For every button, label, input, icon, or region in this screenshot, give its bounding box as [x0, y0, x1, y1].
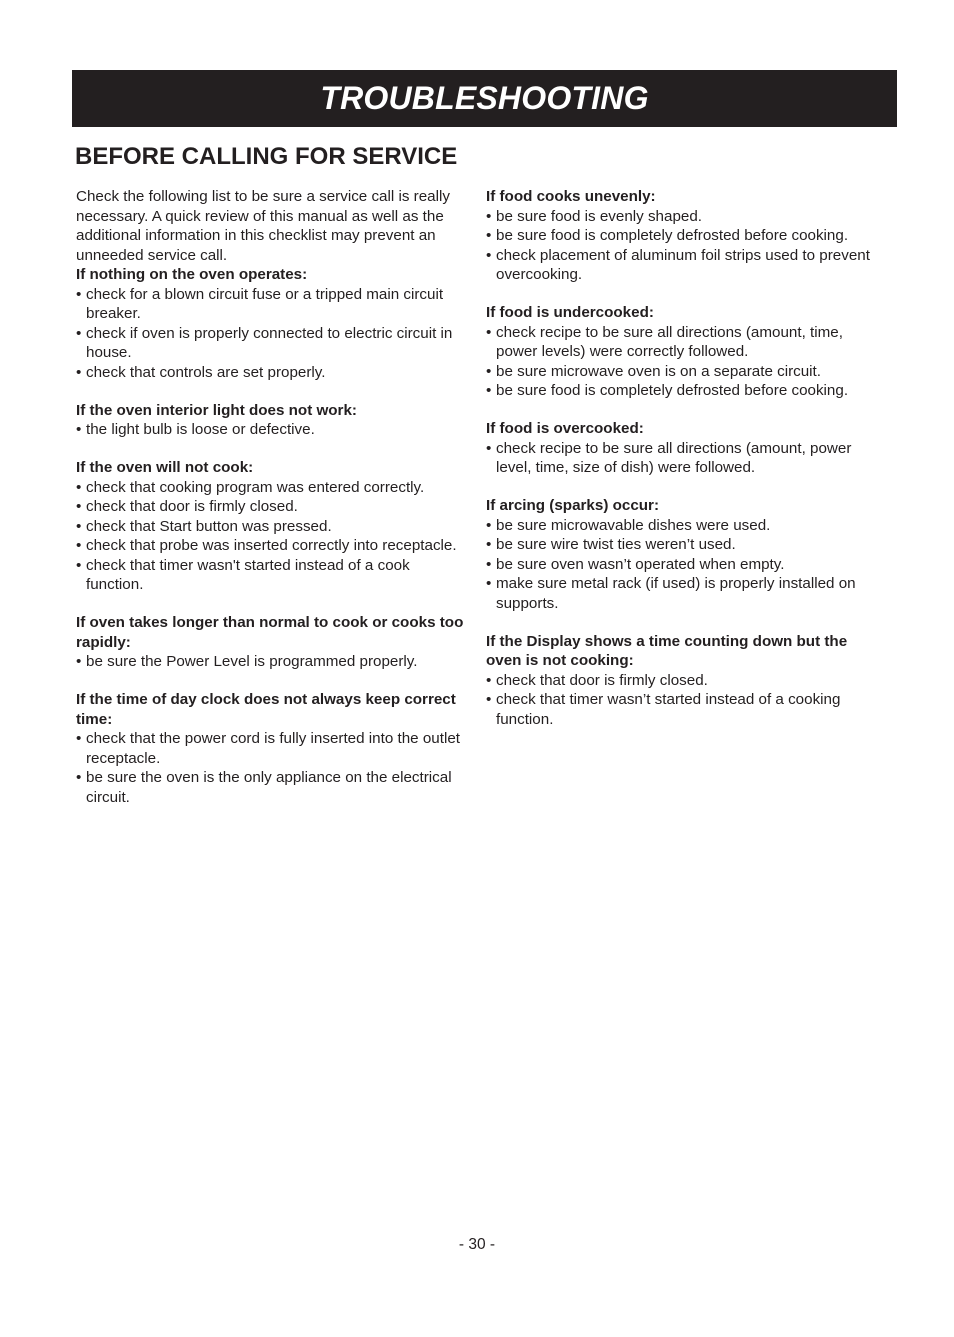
- list-item: [486, 226, 886, 246]
- bullet-icon: •: [486, 207, 492, 225]
- right-sections: [486, 187, 886, 729]
- bullet-icon: •: [76, 498, 82, 515]
- bullet-icon: •: [486, 382, 492, 399]
- list-item: [76, 478, 464, 498]
- list-item-text: check that Start button was pressed.: [86, 517, 332, 535]
- list-item: [486, 207, 886, 227]
- list-item-text: be sure food is completely defrosted before cooking.: [496, 227, 849, 244]
- list-item: [486, 362, 886, 382]
- checklist: [486, 207, 886, 285]
- list-item: [486, 690, 886, 729]
- list-item: [76, 536, 464, 556]
- bullet-icon: •: [486, 246, 492, 264]
- bullet-icon: •: [486, 691, 492, 708]
- checklist: [486, 323, 886, 401]
- list-item-text: check that probe was inserted correctly into receptacle.: [86, 537, 457, 554]
- troubleshooting-section: [76, 613, 464, 672]
- bullet-icon: •: [76, 324, 82, 342]
- section-heading: If oven takes longer than normal to cook or cooks too rapidly:: [76, 614, 464, 651]
- list-item-text: check that timer wasn't started instead of a cook function.: [86, 556, 410, 593]
- troubleshooting-section: [76, 690, 464, 807]
- list-item-text: check if oven is properly connected to electric circuit in house.: [86, 324, 453, 361]
- checklist: [76, 729, 464, 807]
- list-item-text: be sure wire twist ties weren’t used.: [496, 536, 736, 553]
- section-heading: If the time of day clock does not always keep correct time:: [76, 691, 456, 728]
- list-item: [76, 768, 464, 807]
- list-item-text: be sure the Power Level is programmed properly.: [86, 653, 418, 670]
- list-item: [486, 323, 886, 362]
- bullet-icon: •: [486, 227, 492, 244]
- list-item: [486, 671, 886, 691]
- list-item: [486, 555, 886, 575]
- intro-paragraph: Check the following list to be sure a service call is really necessary. A quick review of this manual as well as the additional information in this checklist may prevent an unneeded service call.: [76, 188, 450, 264]
- section-heading: If the oven will not cook:: [76, 459, 254, 476]
- bullet-icon: •: [486, 516, 492, 534]
- bullet-icon: •: [486, 362, 492, 380]
- list-item: [76, 285, 464, 324]
- list-item-text: check for a blown circuit fuse or a tripped main circuit breaker.: [86, 285, 444, 322]
- list-item-text: make sure metal rack (if used) is properly installed on supports.: [496, 575, 856, 612]
- list-item-text: be sure the oven is the only appliance on the electrical circuit.: [86, 769, 452, 806]
- bullet-icon: •: [486, 536, 492, 553]
- troubleshooting-section: [486, 419, 886, 478]
- list-item-text: be sure microwavable dishes were used.: [496, 516, 771, 534]
- list-item-text: be sure food is evenly shaped.: [496, 207, 703, 225]
- list-item: [486, 516, 886, 536]
- bullet-icon: •: [76, 653, 82, 670]
- bullet-icon: •: [76, 556, 82, 574]
- checklist: [486, 439, 886, 478]
- bullet-icon: •: [486, 439, 492, 457]
- list-item-text: check recipe to be sure all directions (amount, time, power levels) were correctly followed.: [496, 323, 843, 360]
- bullet-icon: •: [76, 478, 82, 496]
- list-item: [76, 363, 464, 383]
- bullet-icon: •: [76, 517, 82, 535]
- checklist: [486, 516, 886, 614]
- list-item-text: check placement of aluminum foil strips used to prevent overcooking.: [496, 246, 870, 283]
- troubleshooting-section: [486, 303, 886, 401]
- section-heading: If the oven interior light does not work:: [76, 401, 357, 419]
- list-item-text: be sure oven wasn’t operated when empty.: [496, 555, 785, 573]
- list-item: [76, 324, 464, 363]
- list-item: [76, 729, 464, 768]
- bullet-icon: •: [486, 671, 492, 689]
- list-item: [486, 439, 886, 478]
- list-item: [486, 381, 886, 401]
- list-item-text: be sure food is completely defrosted before cooking.: [496, 382, 849, 399]
- list-item-text: check that timer wasn’t started instead of a cooking function.: [496, 691, 841, 728]
- list-item-text: check recipe to be sure all directions (amount, power level, time, size of dish) were followed.: [496, 439, 852, 476]
- section-heading: If food is undercooked:: [486, 304, 654, 321]
- bullet-icon: •: [76, 421, 82, 438]
- list-item-text: check that the power cord is fully inserted into the outlet receptacle.: [86, 730, 460, 767]
- right-column: [486, 187, 886, 748]
- left-sections: [76, 265, 464, 807]
- list-item: [76, 556, 464, 595]
- list-item: [76, 497, 464, 517]
- section-heading: If nothing on the oven operates:: [76, 266, 308, 283]
- section-title: BEFORE CALLING FOR SERVICE: [75, 143, 458, 170]
- checklist: [76, 420, 464, 440]
- list-item: [76, 652, 464, 672]
- list-item: [486, 246, 886, 285]
- bullet-icon: •: [76, 285, 82, 303]
- troubleshooting-section: [486, 187, 886, 285]
- page-title: TROUBLESHOOTING: [320, 80, 649, 116]
- bullet-icon: •: [486, 555, 492, 573]
- bullet-icon: •: [76, 537, 82, 554]
- bullet-icon: •: [486, 323, 492, 341]
- list-item-text: check that door is firmly closed.: [86, 498, 298, 515]
- list-item-text: check that controls are set properly.: [86, 363, 326, 381]
- troubleshooting-section: [76, 458, 464, 595]
- page-number: - 30 -: [458, 1236, 496, 1253]
- section-heading: If food is overcooked:: [486, 420, 644, 437]
- section-heading: If the Display shows a time counting down but the oven is not cooking:: [486, 632, 848, 669]
- checklist: [76, 652, 464, 672]
- list-item-text: the light bulb is loose or defective.: [86, 421, 315, 438]
- title-banner: [72, 70, 897, 127]
- section-heading: If food cooks unevenly:: [486, 188, 656, 205]
- section-heading: If arcing (sparks) occur:: [486, 497, 660, 514]
- checklist: [76, 478, 464, 595]
- list-item: [76, 517, 464, 537]
- list-item-text: be sure microwave oven is on a separate circuit.: [496, 362, 821, 380]
- list-item-text: check that cooking program was entered correctly.: [86, 478, 425, 496]
- bullet-icon: •: [76, 730, 82, 747]
- list-item-text: check that door is firmly closed.: [496, 671, 708, 689]
- list-item: [76, 420, 464, 440]
- bullet-icon: •: [76, 769, 82, 786]
- left-column: [76, 187, 464, 826]
- bullet-icon: •: [76, 363, 82, 381]
- list-item: [486, 535, 886, 555]
- troubleshooting-section: [76, 265, 464, 382]
- troubleshooting-section: [486, 496, 886, 613]
- troubleshooting-section: [76, 401, 464, 440]
- list-item: [486, 574, 886, 613]
- troubleshooting-section: [486, 632, 886, 730]
- checklist: [76, 285, 464, 383]
- bullet-icon: •: [486, 575, 492, 592]
- checklist: [486, 671, 886, 730]
